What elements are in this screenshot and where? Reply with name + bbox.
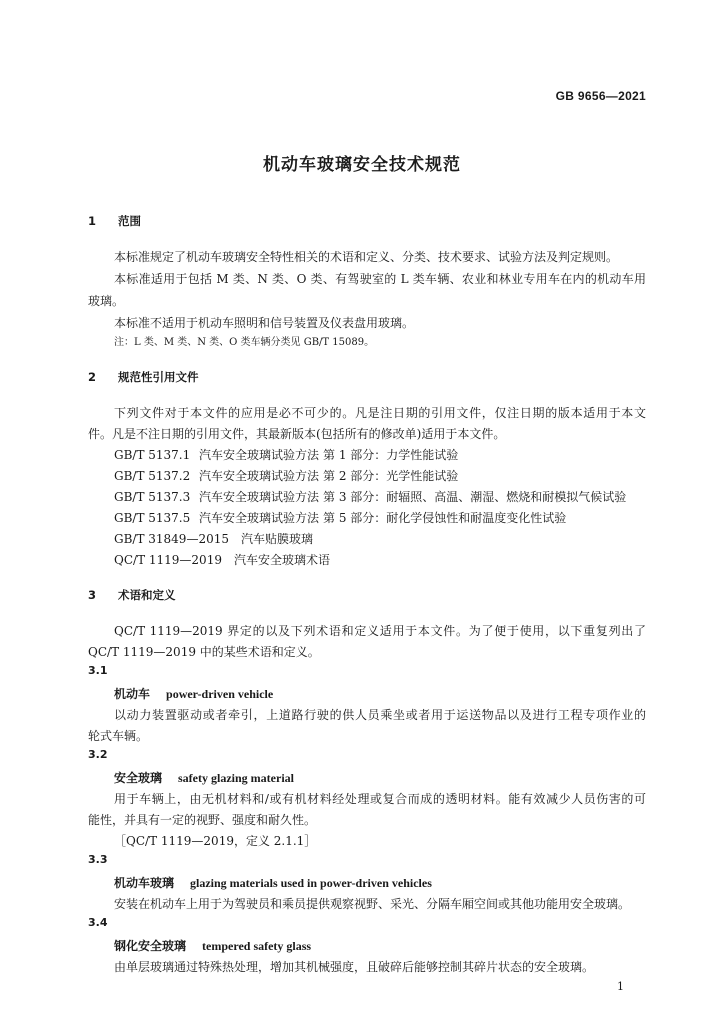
page-number: 1 <box>617 980 624 993</box>
term-source: ［QC/T 1119—2019，定义 2.1.1］ <box>114 834 317 848</box>
reference-title: 汽车安全玻璃试验方法 <box>199 448 320 462</box>
section-number: 2 <box>88 370 97 384</box>
paragraph: QC/T 1119—2019 界定的以及下列术语和定义适用于本文件。为了便于使用，以下重复列出了 <box>114 624 646 638</box>
reference-code: GB/T 5137.3 <box>114 490 191 504</box>
section-1-heading <box>88 213 141 229</box>
section-number: 1 <box>88 214 97 228</box>
term-en: safety glazing material <box>178 771 294 785</box>
reference-code: GB/T 5137.1 <box>114 448 191 462</box>
reference-part: 第 3 部分：耐辐照、高温、潮湿、燃烧和耐模拟气候试验 <box>323 490 627 504</box>
term-definition: 用于车辆上，由无机材料和/或有机材料经处理或复合而成的透明材料。能有效减少人员伤害的可 <box>114 792 646 806</box>
document-title: 机动车玻璃安全技术规范 <box>263 155 461 175</box>
paragraph: 本标准适用于包括 M 类、N 类、O 类、有驾驶室的 L 类车辆、农业和林业专用车在内的机动车用 <box>114 272 646 286</box>
term-definition-continued: 能性，并具有一定的视野、强度和耐久性。 <box>88 813 317 827</box>
section-title: 范围 <box>118 214 141 228</box>
term-zh: 安全玻璃 <box>114 771 163 785</box>
reference-part: 第 5 部分：耐化学侵蚀性和耐温度变化性试验 <box>323 511 567 525</box>
term-number: 3.1 <box>88 664 108 677</box>
paragraph: 本标准不适用于机动车照明和信号装置及仪表盘用玻璃。 <box>114 316 415 330</box>
reference-item: GB/T 31849—2015 汽车贴膜玻璃 <box>114 532 313 546</box>
term-zh: 机动车 <box>114 687 151 701</box>
reference-part: 第 2 部分：光学性能试验 <box>323 469 459 483</box>
reference-part: 第 1 部分：力学性能试验 <box>323 448 459 462</box>
section-title: 术语和定义 <box>118 588 176 602</box>
note: 注：L 类、M 类、N 类、O 类车辆分类见 GB/T 15089。 <box>114 337 375 348</box>
reference-code: GB/T 5137.5 <box>114 511 191 525</box>
section-3-heading <box>88 587 176 603</box>
paragraph-continued: QC/T 1119—2019 中的某些术语和定义。 <box>88 645 320 659</box>
reference-item <box>114 488 626 505</box>
section-2-heading <box>88 369 199 385</box>
term-definition: 以动力装置驱动或者牵引，上道路行驶的供人员乘坐或者用于运送物品以及进行工程专项作业的 <box>114 708 646 722</box>
term-en: tempered safety glass <box>202 939 312 953</box>
section-number: 3 <box>88 588 97 602</box>
term-number: 3.2 <box>88 748 108 761</box>
term-number: 3.3 <box>88 853 108 866</box>
reference-item <box>114 509 566 526</box>
section-title: 规范性引用文件 <box>118 370 199 384</box>
term-definition: 安装在机动车上用于为驾驶员和乘员提供观察视野、采光、分隔车厢空间或其他功能用安全玻璃。 <box>114 897 631 911</box>
term-heading <box>114 769 294 786</box>
term-number: 3.4 <box>88 916 108 929</box>
reference-code: GB/T 5137.2 <box>114 469 191 483</box>
paragraph-continued: 件。凡是不注日期的引用文件，其最新版本(包括所有的修改单)适用于本文件。 <box>88 427 506 441</box>
standard-code: GB 9656—2021 <box>555 89 646 103</box>
reference-item <box>114 467 458 484</box>
reference-item <box>114 446 458 463</box>
paragraph: 下列文件对于本文件的应用是必不可少的。凡是注日期的引用文件，仅注日期的版本适用于本文 <box>114 406 646 420</box>
paragraph-continued: 玻璃。 <box>88 294 125 308</box>
reference-title: 汽车安全玻璃试验方法 <box>199 511 320 525</box>
reference-title: 汽车安全玻璃试验方法 <box>199 469 320 483</box>
term-zh: 机动车玻璃 <box>114 876 175 890</box>
paragraph: 本标准规定了机动车玻璃安全特性相关的术语和定义、分类、技术要求、试验方法及判定规则。 <box>114 250 619 264</box>
term-zh: 钢化安全玻璃 <box>114 939 187 953</box>
term-en: power-driven vehicle <box>166 687 274 701</box>
term-definition-continued: 轮式车辆。 <box>88 729 149 743</box>
term-en: glazing materials used in power-driven vehicles <box>190 876 432 890</box>
term-definition: 由单层玻璃通过特殊热处理，增加其机械强度，且破碎后能够控制其碎片状态的安全玻璃。 <box>114 960 595 974</box>
term-heading <box>114 937 311 954</box>
reference-item: QC/T 1119—2019 汽车安全玻璃术语 <box>114 553 330 567</box>
reference-title: 汽车安全玻璃试验方法 <box>199 490 320 504</box>
term-heading <box>114 685 273 702</box>
term-heading <box>114 874 432 891</box>
